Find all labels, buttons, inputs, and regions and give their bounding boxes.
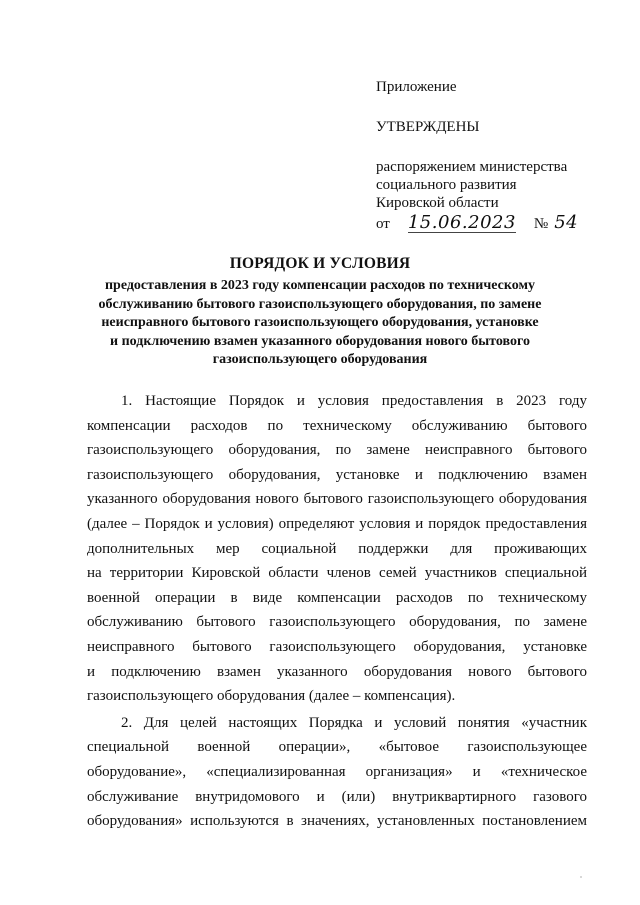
paragraph-line: оборудования» используются в значениях, установленных постановлением [87,813,587,830]
title-main: ПОРЯДОК И УСЛОВИЯ [229,255,411,272]
paragraph-line: газоиспользующего оборудования, установке и подключению взамен [87,466,587,483]
paragraph-1 [87,389,587,709]
paragraph-line: газоиспользующего оборудования, по замене неисправного бытового [87,442,587,459]
paragraph-line: дополнительных мер социальной поддержки для проживающих [87,540,587,557]
paragraph-line: неисправного бытового газоиспользующего оборудования, установке [87,638,587,655]
paragraph-line: военной операции в виде компенсации расходов по техническому [87,589,587,606]
paragraph-line: специальной военной операции», «бытовое газоиспользующее [87,739,587,756]
document-body [87,389,587,834]
paragraph-line: обслуживанию бытового газоиспользующего оборудования, по замене [87,614,587,631]
appendix-label: Приложение [376,79,457,95]
handwritten-date: 15.06.2023 [407,212,516,233]
approved-label: УТВЕРЖДЕНЫ [376,119,480,135]
scan-speck [580,876,582,878]
paragraph-line: 1. Настоящие Порядок и условия предоставления в 2023 году [121,393,587,409]
order-line: социального развития [376,177,517,193]
number-label: № [533,216,549,232]
paragraph-line: и подключению взамен указанного оборудования нового бытового [87,663,587,680]
paragraph-line: (далее – Порядок и условия) определяют условия и порядок предоставления [87,515,587,532]
title-subtitle-line: предоставления в 2023 году компенсации расходов по техническому [104,278,536,293]
paragraph-line: оборудование», «специализированная организация» и «техническое [87,763,587,780]
paragraph-line: на территории Кировской области членов семей участников специальной [87,565,587,582]
paragraph-2 [87,711,587,834]
order-line: Кировской области [376,195,499,211]
paragraph-line: указанного оборудования нового бытового газоиспользующего оборудования [87,491,587,508]
title-subtitle-line: неисправного бытового газоиспользующего оборудования, установке [101,315,539,330]
paragraph-line: обслуживание внутридомового и (или) внутриквартирного газового [87,788,587,805]
date-prefix: от [376,216,390,232]
title-subtitle-line: и подключению взамен указанного оборудования нового бытового [110,333,530,349]
title-subtitle [80,277,560,370]
date-number-line [376,214,616,233]
handwritten-number: 54 [554,212,579,233]
order-line: распоряжением министерства [376,159,568,175]
document-title [80,255,560,370]
paragraph-line: компенсации расходов по техническому обслуживанию бытового [87,417,587,434]
title-subtitle-line: обслуживанию бытового газоиспользующего оборудования, по замене [98,296,542,312]
paragraph-line: газоиспользующего оборудования (далее – компенсация). [87,688,456,705]
approval-block [376,78,616,233]
paragraph-line: 2. Для целей настоящих Порядка и условий понятия «участник [121,714,587,731]
title-subtitle-line: газоиспользующего оборудования [212,352,428,367]
